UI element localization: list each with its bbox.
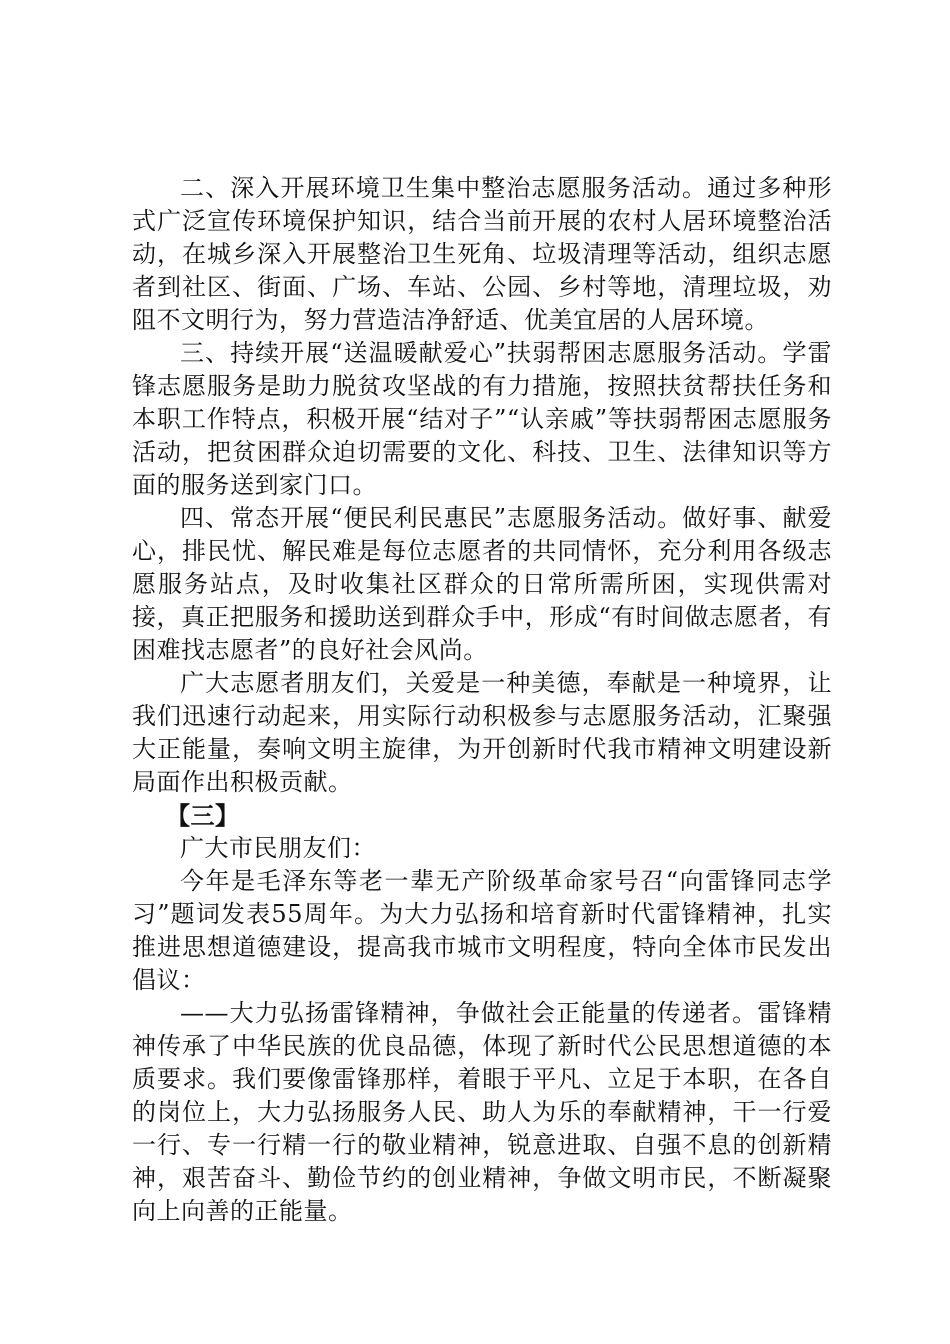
paragraph-volunteers-call: 广大志愿者朋友们，关爱是一种美德，奉献是一种境界，让我们迅速行动起来，用实际行动积极参与志愿服务活动，汇聚强大正能量，奏响文明主旋律，为开创新时代我市精神文明建设新局面作出积极贡献。 (132, 669, 832, 796)
paragraph-environment: 二、深入开展环境卫生集中整治志愿服务活动。通过多种形式广泛宣传环境保护知识，结合当前开展的农村人居环境整治活动，在城乡深入开展整治卫生死角、垃圾清理等活动，组织志愿者到社区、街面、广场、车站、公园、乡村等地，清理垃圾，劝阻不文明行为，努力营造洁净舒适、优美宜居的人居环境。 (132, 174, 832, 334)
paragraph-anniversary: 今年是毛泽东等老一辈无产阶级革命家号召“向雷锋同志学习”题词发表55周年。为大力弘扬和培育新时代雷锋精神，扎实推进思想道德建设，提高我市城市文明程度，特向全体市民发出倡议： (132, 867, 832, 994)
paragraph-warmth-love: 三、持续开展“送温暖献爱心”扶弱帮困志愿服务活动。学雷锋志愿服务是助力脱贫攻坚战的有力措施，按照扶贫帮扶任务和本职工作特点，积极开展“结对子”“认亲戚”等扶弱帮困志愿服务活动，把贫困群众迫切需要的文化、科技、卫生、法律知识等方面的服务送到家门口。 (132, 339, 832, 499)
salutation: 广大市民朋友们： (180, 834, 376, 862)
paragraph-convenience: 四、常态开展“便民利民惠民”志愿服务活动。做好事、献爱心，排民忧、解民难是每位志愿者的共同情怀，充分利用各级志愿服务站点，及时收集社区群众的日常所需所困，实现供需对接，真正把服务和援助送到群众手中，形成“有时间做志愿者，有困难找志愿者”的良好社会风尚。 (132, 504, 832, 664)
document-body (132, 172, 832, 1228)
paragraph-lei-feng-spirit: ——大力弘扬雷锋精神，争做社会正能量的传递者。雷锋精神传承了中华民族的优良品德，体现了新时代公民思想道德的本质要求。我们要像雷锋那样，着眼于平凡、立足于本职，在各自的岗位上，大力弘扬服务人民、助人为乐的奉献精神，干一行爱一行、专一行精一行的敬业精神，锐意进取、自强不息的创新精神，艰苦奋斗、勤俭节约的创业精神，争做文明市民，不断凝聚向上向善的正能量。 (132, 999, 832, 1225)
section-heading: 【三】 (166, 801, 240, 830)
